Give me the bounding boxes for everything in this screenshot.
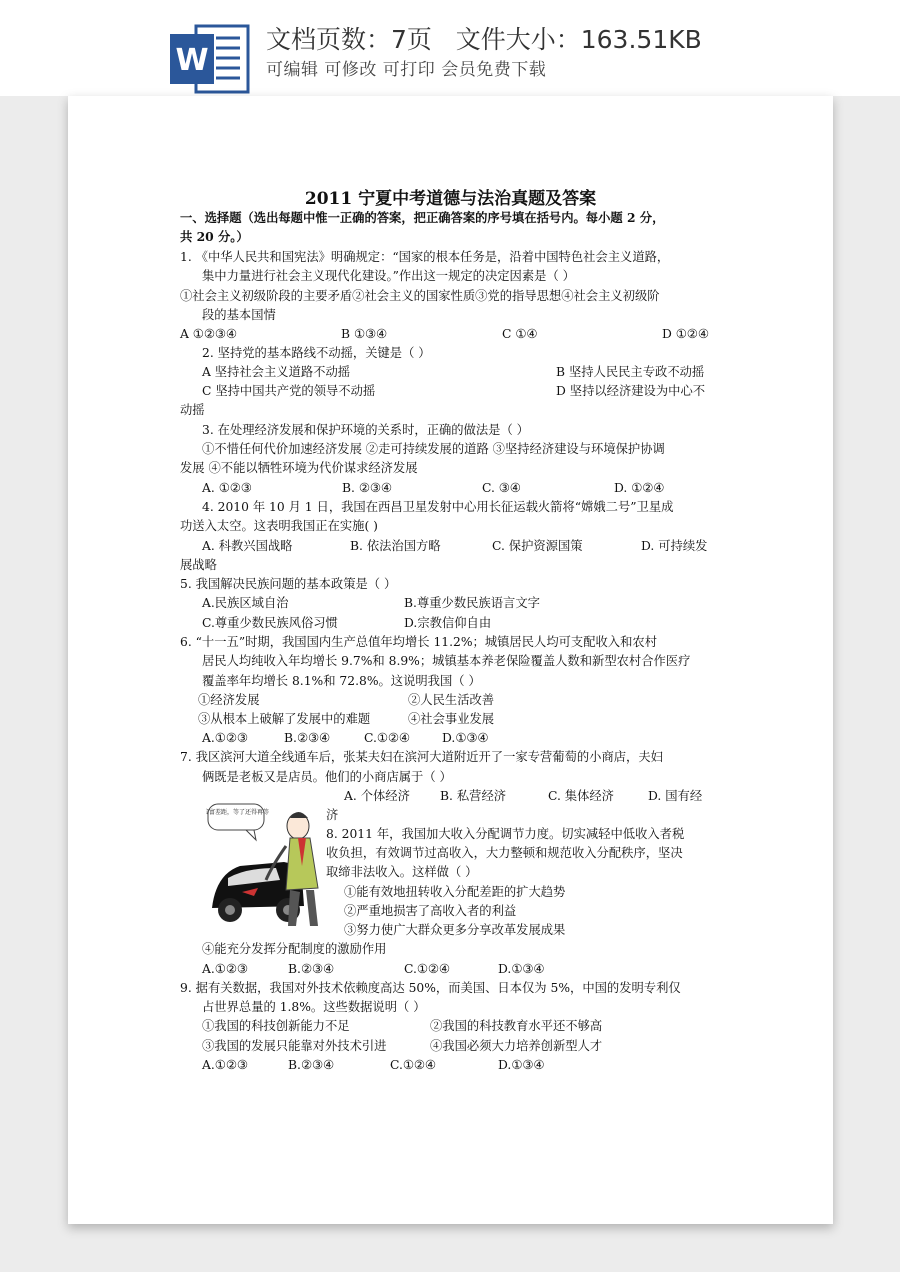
q3-option-d: D. ①②④ <box>614 481 665 495</box>
q6-stem-cont-1: 居民人均纯收入年均增长 9.7%和 8.9%；城镇基本养老保险覆盖人数和新型农村合作医疗 <box>202 654 691 668</box>
q4-option-b: B. 依法治国方略 <box>350 539 441 553</box>
q5-option-a: A.民族区域自治 <box>202 596 289 610</box>
section-heading-cont: 共 20 分。） <box>180 229 249 244</box>
q9-option-d: D.①③④ <box>498 1058 545 1072</box>
q9-option-b: B.②③④ <box>288 1058 335 1072</box>
q5-option-c: C.尊重少数民族风俗习惯 <box>202 616 338 630</box>
section-heading: 一、选择题（选出每题中惟一正确的答案，把正确答案的序号填在括号内。每小题 2 分， <box>180 210 665 225</box>
word-icon-letter: W <box>175 43 209 78</box>
q4-stem: 4. 2010 年 10 月 1 日，我国在西昌卫星发射中心用长征运载火箭将“嫦娥二号”卫星成 <box>202 500 674 514</box>
q2-option-b: B 坚持人民民主专政不动摇 <box>556 365 705 379</box>
q2-option-c: C 坚持中国共产党的领导不动摇 <box>202 384 376 398</box>
q9-item-2: ②我国的科技教育水平还不够高 <box>430 1019 603 1033</box>
q1-factors-cont: 段的基本国情 <box>202 308 276 322</box>
q6-option-a: A.①②③ <box>202 731 248 745</box>
word-document-icon <box>170 22 252 96</box>
q9-stem: 9. 据有关数据，我国对外技术依赖度高达 50%，而美国、日本仅为 5%，中国的发明专利仅 <box>180 981 681 995</box>
q3-option-c: C. ③④ <box>482 481 521 495</box>
q8-option-c: C.①②④ <box>404 962 450 976</box>
q6-stem: 6. “十一五”时期，我国国内生产总值年均增长 11.2%；城镇居民人均可支配收入和农村 <box>180 635 657 649</box>
q8-option-b: B.②③④ <box>288 962 335 976</box>
file-info-subtitle: 可编辑 可修改 可打印 会员免费下载 <box>266 60 547 80</box>
q6-item-2: ②人民生活改善 <box>408 693 495 707</box>
q8-item-3: ③努力使广大群众更多分享改革发展成果 <box>344 923 566 937</box>
file-info-title: 文档页数：7页 文件大小：163.51KB <box>266 25 702 54</box>
q6-item-1: ①经济发展 <box>198 693 260 707</box>
q3-items: ①不惜任何代价加速经济发展 ②走可持续发展的道路 ③坚持经济建设与环境保护协调 <box>202 442 665 456</box>
q8-option-d: D.①③④ <box>498 962 545 976</box>
q4-stem-cont: 功送入太空。这表明我国正在实施( ) <box>180 519 378 533</box>
q8-item-4: ④能充分发挥分配制度的激励作用 <box>202 942 387 956</box>
q9-option-c: C.①②④ <box>390 1058 436 1072</box>
q4-option-d: D. 可持续发 <box>641 539 708 553</box>
q9-item-4: ④我国必须大力培养创新型人才 <box>430 1039 603 1053</box>
q9-stem-cont: 占世界总量的 1.8%。这些数据说明（ ） <box>202 1000 426 1014</box>
q1-stem-cont: 集中力量进行社会主义现代化建设。”作出这一规定的决定因素是（ ） <box>202 269 575 283</box>
document-page <box>68 96 833 1224</box>
q2-option-d-cont: 动摇 <box>180 403 205 417</box>
q3-stem: 3. 在处理经济发展和保护环境的关系时，正确的做法是（ ） <box>202 423 529 437</box>
q1-option-a: A ①②③④ <box>180 327 237 341</box>
q3-option-a: A. ①②③ <box>202 481 252 495</box>
q6-option-d: D.①③④ <box>442 731 489 745</box>
q1-option-d: D ①②④ <box>662 327 709 341</box>
q8-stem-cont-1: 收负担，有效调节过高收入，大力整顿和规范收入分配秩序，坚决 <box>326 846 683 860</box>
q8-stem: 8. 2011 年，我国加大收入分配调节力度。切实减轻中低收入者税 <box>326 827 685 841</box>
q1-option-b: B ①③④ <box>341 327 388 341</box>
q6-item-3: ③从根本上破解了发展中的难题 <box>198 712 371 726</box>
cartoon-caption: 贫富差距，等了还得再等 <box>206 809 270 816</box>
q2-option-d: D 坚持以经济建设为中心不 <box>556 384 706 398</box>
q9-item-1: ①我国的科技创新能力不足 <box>202 1019 350 1033</box>
q8-item-1: ①能有效地扭转收入分配差距的扩大趋势 <box>344 885 566 899</box>
q8-item-2: ②严重地损害了高收入者的利益 <box>344 904 517 918</box>
q7-option-b: B. 私营经济 <box>440 789 507 803</box>
q6-option-c: C.①②④ <box>364 731 410 745</box>
q7-option-d-cont: 济 <box>326 808 339 822</box>
document-title: 2011 宁夏中考道德与法治真题及答案 <box>304 189 597 209</box>
q1-stem: 1. 《中华人民共和国宪法》明确规定：“国家的根本任务是，沿着中国特色社会主义道路， <box>180 250 670 264</box>
q4-option-a: A. 科教兴国战略 <box>202 539 293 553</box>
q1-factors: ①社会主义初级阶段的主要矛盾②社会主义的国家性质③党的指导思想④社会主义初级阶 <box>180 289 660 303</box>
q2-stem: 2. 坚持党的基本路线不动摇，关键是（ ） <box>202 346 431 360</box>
q3-option-b: B. ②③④ <box>342 481 392 495</box>
q8-stem-cont-2: 取缔非法收入。这样做（ ） <box>326 865 478 879</box>
q9-item-3: ③我国的发展只能靠对外技术引进 <box>202 1039 387 1053</box>
q9-option-a: A.①②③ <box>202 1058 248 1072</box>
q5-option-b: B.尊重少数民族语言文字 <box>404 596 540 610</box>
q7-stem: 7. 我区滨河大道全线通车后，张某夫妇在滨河大道附近开了一家专营葡萄的小商店，夫妇 <box>180 750 663 764</box>
q4-option-d-cont: 展战略 <box>180 558 217 572</box>
q6-option-b: B.②③④ <box>284 731 331 745</box>
q2-option-a: A 坚持社会主义道路不动摇 <box>202 365 351 379</box>
q8-option-a: A.①②③ <box>202 962 248 976</box>
q6-stem-cont-2: 覆盖率年均增长 8.1%和 72.8%。这说明我国（ ） <box>202 674 481 688</box>
q7-option-c: C. 集体经济 <box>548 789 614 803</box>
q6-item-4: ④社会事业发展 <box>408 712 495 726</box>
q7-option-d: D. 国有经 <box>648 789 703 803</box>
download-header <box>0 0 900 96</box>
q1-option-c: C ①④ <box>502 327 538 341</box>
cartoon-image <box>206 796 338 934</box>
q7-stem-cont: 俩既是老板又是店员。他们的小商店属于（ ） <box>202 770 452 784</box>
q3-items-cont: 发展 ④不能以牺牲环境为代价谋求经济发展 <box>180 461 418 475</box>
q4-option-c: C. 保护资源国策 <box>492 539 583 553</box>
q5-option-d: D.宗教信仰自由 <box>404 616 492 630</box>
q5-stem: 5. 我国解决民族问题的基本政策是（ ） <box>180 577 397 591</box>
q7-option-a: A. 个体经济 <box>344 789 410 803</box>
